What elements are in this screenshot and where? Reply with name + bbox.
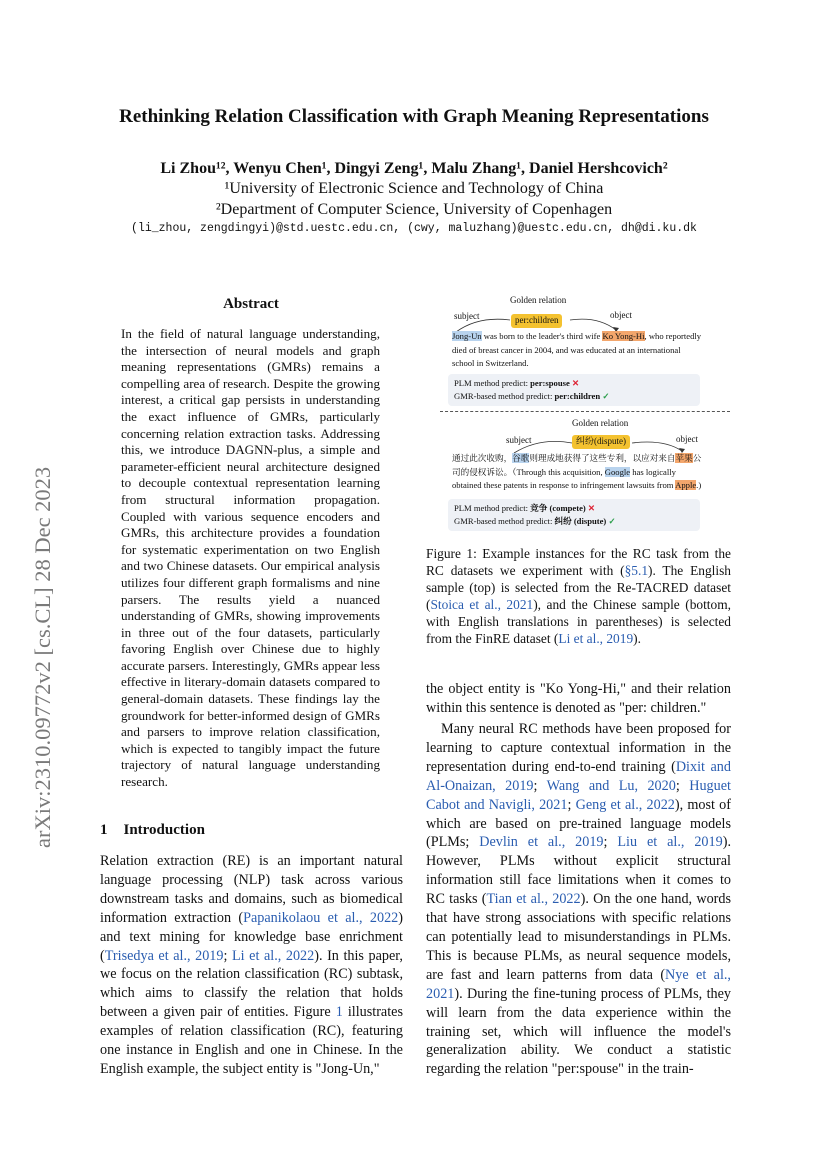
sentence-text: , who reportedly died of breast cancer in 2004, and was educated at an international school in Switzerland. (452, 331, 702, 368)
subject-label: subject (506, 435, 532, 445)
section-heading (100, 822, 221, 839)
english-sentence (452, 330, 702, 371)
citation-link[interactable]: Nye et al., 2021 (426, 966, 731, 1002)
author-list: Li Zhou¹², Wenyu Chen¹, Dingyi Zeng¹, Malu Zhang¹, Daniel Hershcovich² (160, 160, 668, 177)
golden-relation-label: Golden relation (572, 418, 629, 428)
citation-link[interactable]: Papanikolaou et al., 2022 (243, 909, 399, 926)
intro-text: Relation extraction (RE) is an important natural language processing (NLP) task across various downstream tasks and domains, such as biomedical information extraction ( (100, 853, 403, 926)
intro-text: ; (223, 947, 232, 964)
intro-text: ) and text mining for knowledge base enrichment ( (100, 909, 403, 964)
citation-link[interactable]: Liu et al., 2019 (617, 834, 723, 851)
sentence-text: was born to the leader's third wife (481, 331, 603, 341)
affiliation-1: ¹University of Electronic Science and Technology of China (224, 180, 604, 197)
chinese-sentence: 通过此次收购，谷歌则理成地获得了这些专利，以应对来自苹果公司的侵权诉讼。（Through this acquisition, Google has logically obtained these patents in response to infringement lawsuits from Apple.) (452, 453, 702, 490)
figure-link[interactable]: 1 (335, 1004, 343, 1021)
arxiv-stamp (20, 300, 60, 860)
figure-caption: Figure 1: Example instances for the RC task from the RC datasets we experiment with (§5.1). The English sample (top) is selected from the Re-TACRED dataset (Stoica et al., 2021), and the Chinese sample (bottom, with English translations in parentheses) is selected from the FinRE dataset (Li et al., 2019). (426, 546, 731, 646)
abstract-heading: Abstract (223, 296, 279, 312)
section-link[interactable]: §5.1 (624, 563, 649, 578)
citation-link[interactable]: Devlin et al., 2019 (479, 834, 604, 851)
zh-prediction-box (448, 499, 700, 531)
gmr-prediction: GMR-based method predict: per:children ✓ (454, 391, 610, 401)
affiliation-2: ²Department of Computer Science, University of Copenhagen (215, 201, 613, 218)
citation-link[interactable]: Stoica et al., 2021 (430, 597, 534, 612)
intro-text: illustrates examples of relation classification (RC), featuring one instance in English and one in Chinese. In the English example, the subject entity is "Jong-Un," (100, 1004, 403, 1077)
citation-link[interactable]: Wang and Lu, 2020 (546, 777, 676, 794)
plm-prediction: PLM method predict: per:spouse ✕ (454, 378, 580, 388)
gmr-prediction: GMR-based method predict: 纠纷 (dispute) ✓ (454, 516, 616, 526)
object-label: object (610, 310, 632, 320)
object-entity: 苹果 (675, 453, 693, 463)
intro-paragraph (100, 852, 403, 1079)
en-prediction-box (448, 374, 700, 406)
figure-divider (440, 411, 730, 412)
section-title: Introduction (123, 822, 205, 838)
arxiv-id: arXiv:2310.09772v2 [cs.CL] 28 Dec 2023 (30, 466, 55, 848)
check-icon: ✓ (602, 391, 610, 401)
paper-title: Rethinking Relation Classification with Graph Meaning Representations (119, 106, 709, 127)
citation-link[interactable]: Li et al., 2019 (558, 631, 634, 646)
plm-prediction: PLM method predict: 竞争 (compete) ✕ (454, 503, 596, 513)
object-label: object (676, 434, 698, 444)
abstract-text: In the field of natural language understanding, the intersection of neural models and graph meaning representations (GMRs) remains a compelling area of research. Despite the growing interest, a critical gap persists in understanding the exact influence of GMRs, particularly concerning relation extraction tasks. Addressing this, we introduce DAGNN-plus, a simple and parameter-efficient neural architecture designed to decouple contextual representation learning from structural information propagation. Coupled with various sequence encoders and GMRs, this architecture provides a foundation for systematic experimentation on two English and two Chinese datasets. Our empirical analysis utilizes four different graph formalisms and nine parsers. The results yield a nuanced understanding of GMRs, showing improvements in three out of the four datasets, particularly favoring English over Chinese due to highly accurate parsers. Interestingly, GMRs appear less effective in literary-domain datasets compared to general-domain datasets. These findings lay the groundwork for better-informed design of GMRs and parsers to improve relation classification, which is expected to tangibly impact the future trajectory of natural language understanding research. (121, 326, 380, 790)
golden-relation-label: Golden relation (510, 295, 567, 305)
subject-entity: Jong-Un (452, 331, 482, 341)
object-entity-en: Apple (675, 480, 697, 490)
cross-icon: ✕ (571, 378, 580, 388)
author-emails: (li_zhou, zengdingyi)@std.uestc.edu.cn, (cwy, maluzhang)@uestc.edu.cn, dh@di.ku.dk (131, 222, 697, 235)
subject-entity-en: Google (604, 466, 631, 477)
intro-text: ). In this paper, we focus on the relation classification (RC) subtask, which aims to classify the relation that holds between a given pair of entities. Figure (100, 947, 403, 1021)
relation-tag: per:children (511, 314, 562, 328)
right-paragraph-continued: the object entity is "Ko Yong-Hi," and their relation within this sentence is denoted as "per: children." (426, 681, 731, 716)
subject-entity: 谷歌 (512, 453, 530, 463)
check-icon: ✓ (608, 516, 616, 526)
relation-tag: 纠纷(dispute) (572, 435, 630, 449)
citation-link[interactable]: Dixit and Al-Onaizan, 2019 (426, 758, 731, 794)
object-entity: Ko Yong-Hi (602, 331, 645, 341)
citation-link[interactable]: Trisedya et al., 2019 (104, 947, 224, 964)
citation-link[interactable]: Tian et al., 2022 (486, 891, 581, 908)
figure-1 (448, 292, 706, 532)
citation-link[interactable]: Li et al., 2022 (232, 947, 315, 964)
cross-icon: ✕ (587, 503, 596, 513)
citation-link[interactable]: Geng et al., 2022 (575, 796, 675, 813)
right-paragraph: Many neural RC methods have been proposed for learning to capture contextual information in the representation during end-to-end training (Dixit and Al-Onaizan, 2019; Wang and Lu, 2020; Huguet Cabot and Navigli, 2021; Geng et al., 2022), most of which are based on pre-trained language models (PLMs; Devlin et al., 2019; Liu et al., 2019). However, PLMs without explicit structural information still face limitations when it comes to RC tasks (Tian et al., 2022). On the one hand, words that have strong associations with specific relations can potentially lead to misunderstandings in PLMs. This is because PLMs, as neural sequence models, are fast and learn patterns from data (Nye et al., 2021). During the fine-tuning process of PLMs, they will learn from the data experience within the training set, which will influence the model's generalization ability. We conduct a statistic regarding the relation "per:spouse" in the train- (426, 721, 731, 1078)
citation-link[interactable]: Huguet Cabot and Navigli, 2021 (426, 777, 731, 813)
section-number: 1 (100, 822, 108, 838)
subject-label: subject (454, 311, 480, 321)
relation-arcs (448, 417, 706, 457)
